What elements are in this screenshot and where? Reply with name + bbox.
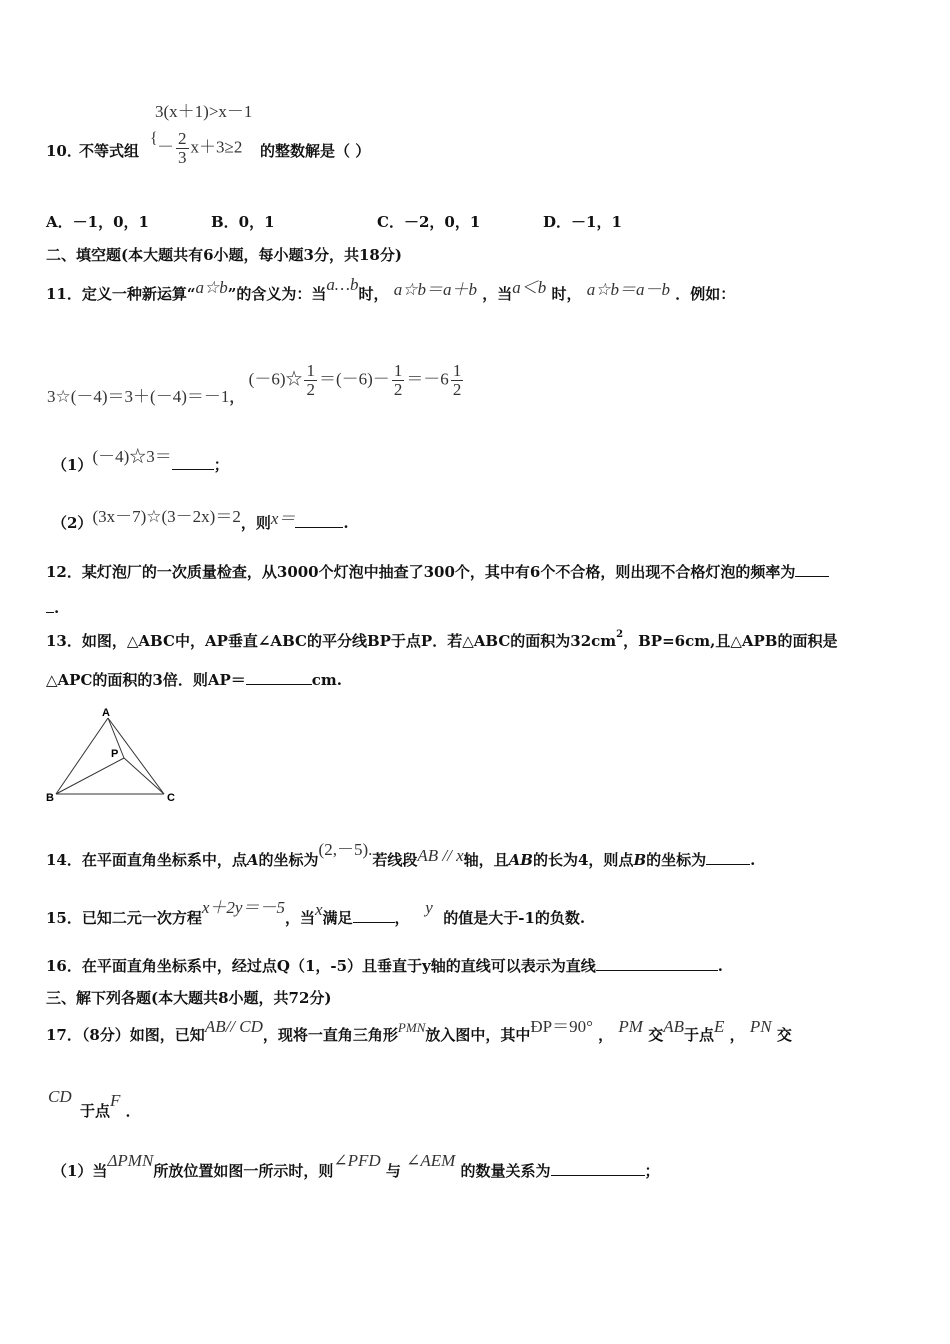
q13-line2: △APC的面积的3倍．则AP＝ cm. [46,668,342,690]
q10-suffix: 的整数解是（ ） [260,142,371,160]
q10-option-d: D．－1，1 [543,213,622,231]
q11-sub1: （1）(－4)☆3＝ ； [52,447,229,474]
q12-line2: . [46,596,59,618]
q12-line1: 12．某灯泡厂的一次质量检查，从3000个灯泡中抽查了300个，其中有6个不合格，则出现不合格灯泡的频率为 [46,560,829,582]
q10-option-c: C．－2，0，1 [377,213,481,231]
q10-option-a: A．－1，0，1 [46,213,149,231]
q10-inequality-1: 3(x＋1)>x－1 [155,102,253,121]
q17-sub1: （1）当ΔPMN所放位置如图一所示时，则∠PFD 与 ∠AEM 的数量关系为 ； [52,1151,660,1180]
q17-cd: CD [48,1087,72,1106]
q17-line1: 17．（8分）如图，已知AB// CD，现将一直角三角形PMN放入图中，其中ÐP＝90° ， PM 交AB于点E ， PN 交 [46,1017,792,1044]
q14-text: 14．在平面直角坐标系中，点A的坐标为(2,－5).若线段AB // x轴，且AB的长为4，则点B的坐标为 . [46,840,756,869]
q10-prefix: 不等式组 [79,142,140,160]
q11-text: 11．定义一种新运算“a☆b”的含义为：当a…b时， a☆b＝a＋b ，当a＜b 时， a☆b＝a－b ．例如： [46,275,736,303]
label-b: B [46,792,54,804]
q15-text: 15．已知二元一次方程x＋2y＝－5，当x满足 ， y 的值是大于-1的负数. [46,898,586,927]
q10-inequality-2: － $\frac{2}{3}$ x＋3≥2 [157,129,243,167]
q11-sub2: （2）(3x－7)☆(3－2x)＝2，则x＝ . [52,507,349,532]
label-a: A [102,707,110,719]
segment-ab [56,718,108,794]
q13-triangle-figure [44,704,184,808]
section-2-heading: 二、填空题(本大题共有6小题，每小题3分，共18分) [46,246,402,264]
q16-text: 16．在平面直角坐标系中，经过点Q（1，-5）且垂直于y轴的直线可以表示为直线 . [46,954,723,976]
q10-number: 10． [46,142,82,160]
section-3-heading: 三、解下列各题(本大题共8小题，共72分) [46,989,332,1007]
label-p: P [111,748,119,760]
label-c: C [167,792,175,804]
segment-bp [56,758,124,794]
q10-brace: { [150,130,158,147]
q13-line1: 13．如图，△ABC中，AP垂直∠ABC的平分线BP于点P．若△ABC的面积为$32cm^2$，BP=6cm,且△APB的面积是 [46,629,838,650]
q11-examples: 3☆(－4)＝3＋(－4)＝－1， (－6)☆ $\frac{1}{2}$ ＝(－6)－ $\frac{1}{2}$ ＝－6 $\frac{1}{2}$ [47,361,462,407]
segment-pc [124,758,164,794]
q10-option-b: B．0，1 [211,213,275,231]
q17-line2: 于点F ． [80,1091,141,1120]
